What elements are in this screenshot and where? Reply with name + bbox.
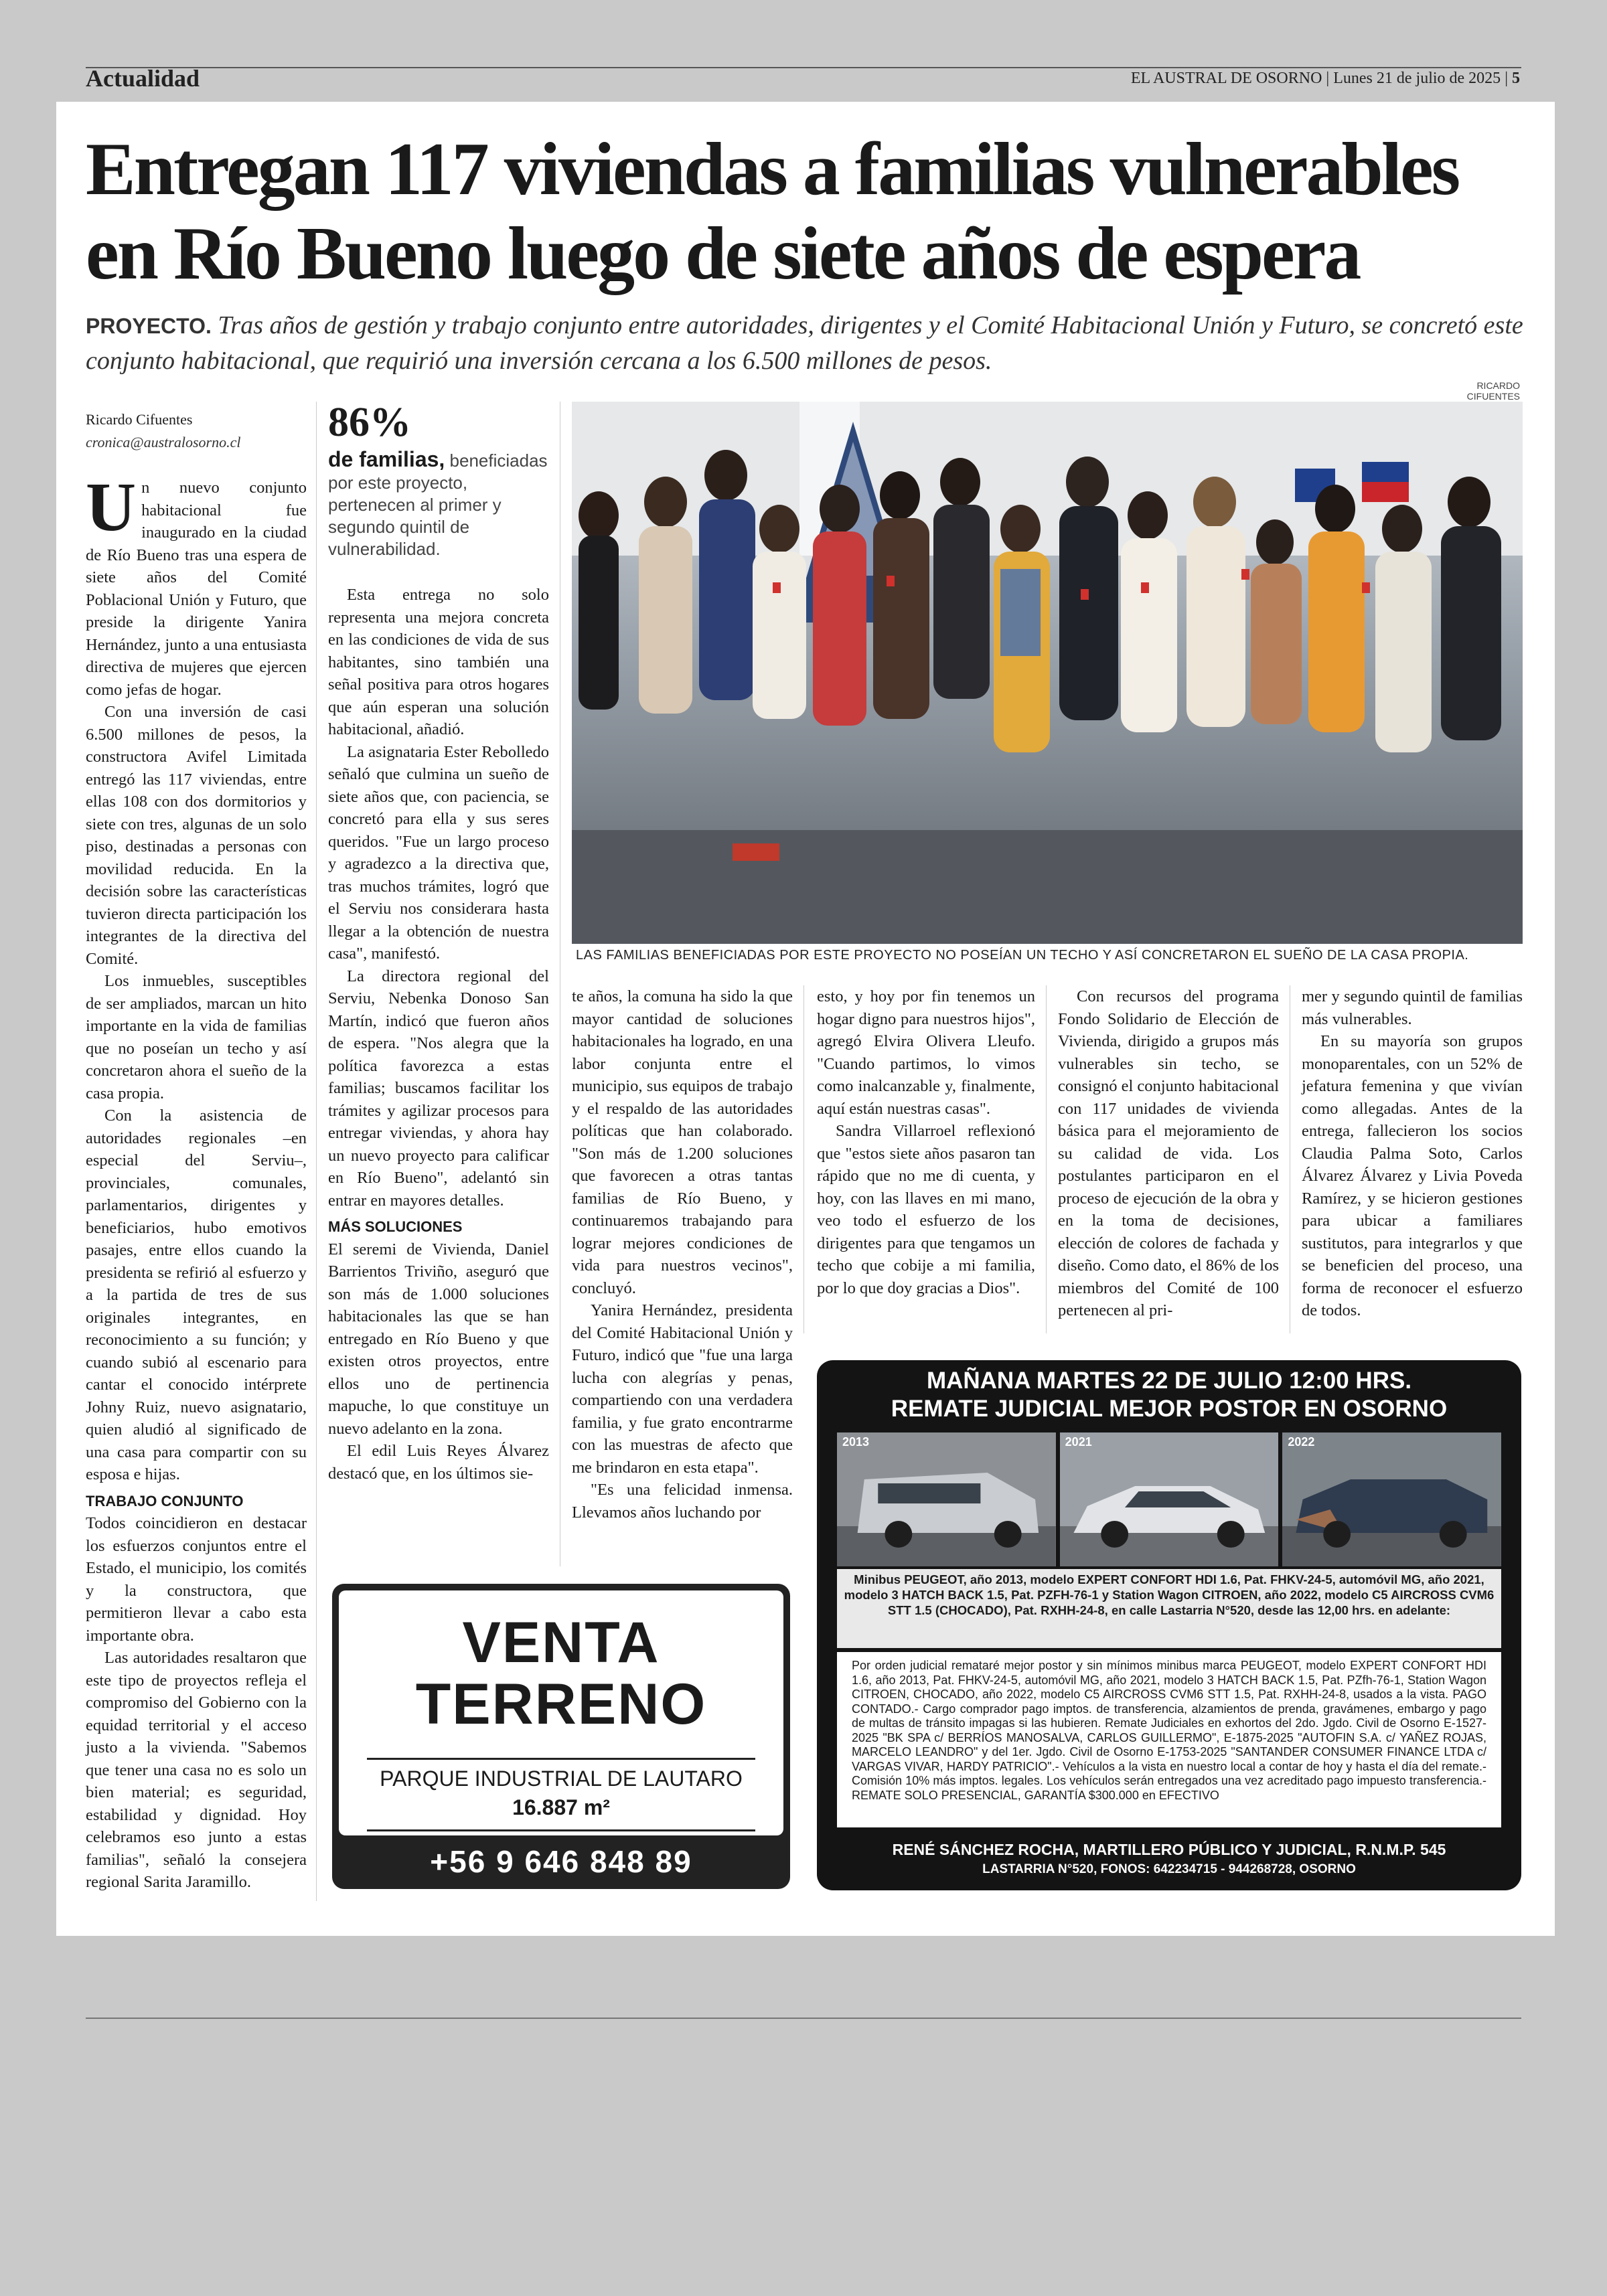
author-name: Ricardo Cifuentes bbox=[86, 411, 193, 428]
footer-rule bbox=[86, 2018, 1521, 2019]
article-column-3 bbox=[572, 985, 793, 1524]
ad-title-line: VENTA bbox=[462, 1611, 660, 1675]
newspaper-header: EL AUSTRAL DE OSORNO | Lunes 21 de julio de 2025 | 5 bbox=[1130, 70, 1520, 87]
paragraph: El edil Luis Reyes Álvarez destacó que, en los últimos sie- bbox=[328, 1442, 549, 1483]
paragraph: Yanira Hernández, presidenta del Comité Habitacional Unión y Futuro, indicó que "fue una larga lucha con alegrías y penas, compartiendo con una verdadera familia, y fue grato encontrarme con las muestras de afecto que me brindaron en esta etapa". bbox=[572, 1301, 793, 1477]
paragraph: Con la asistencia de autoridades regionales –en especial del Serviu–, provinciales, comunales, parlamentarios, dirigentes y beneficiarios, hubo emotivos pasajes, entre ellos cuando la presidenta se refirió al esfuerzo y a la partida de tres de sus originales integrantes, en reconocimiento a su función; y cuando subió al escenario para cantar el conocido intérprete Johny Ruiz, nuevo asignatario, quien aludió al significado de una casa para compartir con su esposa e hijas. bbox=[86, 1106, 307, 1483]
vehicle-photo-suv bbox=[1282, 1432, 1501, 1566]
paragraph: En su mayoría son grupos monoparentales, con un 52% de jefatura femenina y que vivían como allegadas. Antes de la entrega, fallecieron los socios Claudia Palma Soto, Carlos Álvarez Álvarez y Livia Poveda Ramírez, y se hicieron gestiones para ubicar a familiares sustitutos, para integrarlos y que se beneficien del proceso, una forma de reconocer el esfuerzo de todos. bbox=[1302, 1032, 1523, 1319]
ad-title-line: TERRENO bbox=[415, 1672, 707, 1736]
vehicle-photos bbox=[837, 1432, 1501, 1566]
article-lead bbox=[86, 308, 1532, 378]
minibus-illustration bbox=[837, 1432, 1056, 1566]
photo-caption: LAS FAMILIAS BENEFICIADAS POR ESTE PROYECTO NO POSEÍAN UN TECHO Y ASÍ CONCRETARON EL SUEÑO DE LA CASA PROPIA. bbox=[576, 948, 1469, 963]
advertisement-land-sale[interactable] bbox=[332, 1584, 790, 1889]
article-headline: Entregan 117 viviendas a familias vulnerables en Río Bueno luego de siete años de espera bbox=[86, 128, 1459, 295]
paragraph: Todos coincidieron en destacar los esfuerzos conjuntos entre el Estado, el municipio, los comités y la constructora, que permitieron llevar a cabo esta importante obra. bbox=[86, 1514, 307, 1645]
column-divider bbox=[316, 402, 317, 1901]
paragraph: La directora regional del Serviu, Nebenka Donoso San Martín, indicó que fueron años de espera. "Nos alegra que la política favorezca a estas familias; buscamos facilitar los trámites y agilizar procesos para entregar viviendas, y ahora hay un nuevo proyecto para calificar en Río Bueno", adelantó sin entrar en mayores detalles. bbox=[328, 967, 549, 1210]
ad-panel bbox=[339, 1590, 783, 1835]
photo-credit: RICARDO CIFUENTES bbox=[1466, 380, 1520, 402]
article-photo bbox=[572, 402, 1523, 944]
auctioneer-address: LASTARRIA N°520, FONOS: 642234715 - 944268728, OSORNO bbox=[982, 1862, 1356, 1876]
paragraph: Los inmuebles, susceptibles de ser ampliados, marcan un hito importante en la vida de familias que no poseían un techo y así concretaron ahora el sueño de la casa propia. bbox=[86, 972, 307, 1102]
ad-phone-number[interactable]: +56 9 646 848 89 bbox=[430, 1844, 692, 1879]
auction-title bbox=[817, 1367, 1521, 1423]
article-column-5 bbox=[1058, 985, 1279, 1322]
article-column-6 bbox=[1302, 985, 1523, 1322]
paragraph: te años, la comuna ha sido la que mayor cantidad de soluciones habitacionales ha logrado, en una labor conjunta entre el municipio, sus equipos de trabajo y el respaldo de las autoridades políticas que han colaborado. "Son más de 1.200 soluciones que favorecen a otras tantas familias de Río Bueno, y continuaremos trabajando para lograr mejores condiciones de vida para nuestros vecinos", concluyó. bbox=[572, 987, 793, 1297]
ad-area: 16.887 m² bbox=[367, 1795, 755, 1831]
vehicle-year: 2022 bbox=[1288, 1435, 1315, 1449]
paragraph: esto, y hoy por fin tenemos un hogar digno para nuestros hijos", agregó Elvira Olivera Lleufo. "Cuando partimos, lo vimos como inalcanzable y, finalmente, aquí están nuestras casas". bbox=[817, 987, 1035, 1118]
article-column-2 bbox=[328, 584, 549, 1485]
subheading: MÁS SOLUCIONES bbox=[328, 1218, 463, 1235]
auction-description: Minibus PEUGEOT, año 2013, modelo EXPERT CONFORT HDI 1.6, Pat. FHKV-24-5, automóvil MG, año 2021, modelo 3 HATCH BACK 1.5, Pat. PZFH-76-1 y Station Wagon CITROEN, año 2022, modelo C5 AIRCROSS CVM6 STT 1.5 (CHOCADO), Pat. RXHH-24-8, en calle Lastarria N°520, desde las 12,00 hrs. en adelante: bbox=[837, 1569, 1501, 1648]
author-email: cronica@australosorno.cl bbox=[86, 434, 241, 450]
suv-illustration bbox=[1282, 1432, 1501, 1566]
ad-location: PARQUE INDUSTRIAL DE LAUTARO bbox=[367, 1758, 755, 1791]
article-column-1 bbox=[86, 469, 307, 1894]
hatchback-illustration bbox=[1060, 1432, 1279, 1566]
stat-number: 86% bbox=[328, 400, 411, 445]
stat-description: beneficiadas por este proyecto, pertenecen al primer y segundo quintil de vulnerabilidad. bbox=[328, 450, 548, 559]
ad-title bbox=[339, 1612, 783, 1735]
section-name: Actualidad bbox=[86, 65, 200, 92]
newspaper-name: EL AUSTRAL DE OSORNO bbox=[1130, 70, 1322, 87]
paragraph: Las autoridades resaltaron que este tipo de proyectos refleja el compromiso del Gobierno con la equidad territorial y el acceso justo a la vivienda. "Sabemos que tener una casa no es solo un bien material; es seguridad, estabilidad y dignidad. Hoy celebramos eso junto a estas familias", señaló la consejera regional Sarita Jaramillo. bbox=[86, 1649, 307, 1891]
advertisement-auction[interactable] bbox=[817, 1360, 1521, 1890]
subheading: TRABAJO CONJUNTO bbox=[86, 1492, 244, 1509]
header-rule bbox=[86, 67, 1521, 68]
vehicle-photo-minibus bbox=[837, 1432, 1056, 1566]
lead-kicker: PROYECTO. bbox=[86, 314, 212, 338]
paragraph: El seremi de Vivienda, Daniel Barrientos Triviño, aseguró que son más de 1.000 soluciones habitacionales las que se han entregado en Río Bueno y que existen otros proyectos, entre ellos uno de pertinencia mapuche, lo que constituye un nuevo adelanto en la zona. bbox=[328, 1240, 549, 1438]
column-divider bbox=[1046, 985, 1047, 1333]
byline bbox=[86, 408, 307, 454]
article-column-4 bbox=[817, 985, 1035, 1299]
vehicle-photo-hatchback bbox=[1060, 1432, 1279, 1566]
stat-bold: de familias, bbox=[328, 447, 445, 471]
paragraph: Con una inversión de casi 6.500 millones de pesos, la constructora Avifel Limitada entregó las 117 viviendas, entre ellas 108 con dos dormitorios y siete con tres, algunas de un solo piso, destinadas a personas con movilidad reducida. En la decisión sobre las características tuvieron directa participación los integrantes de la directiva del Comité. bbox=[86, 703, 307, 968]
group-photo-illustration bbox=[572, 402, 1523, 944]
issue-date: Lunes 21 de julio de 2025 bbox=[1333, 70, 1501, 87]
page-number: 5 bbox=[1512, 70, 1520, 87]
lead-text: Tras años de gestión y trabajo conjunto entre autoridades, dirigentes y el Comité Habitacional Unión y Futuro, se concretó este conjunto habitacional, que requirió una inversión cercana a los 6.500 millones de pesos. bbox=[86, 311, 1523, 375]
auction-legal-text: Por orden judicial remataré mejor postor y sin mínimos minibus marca PEUGEOT, modelo EXPERT CONFORT HDI 1.6, año 2013, Pat. FHKV-24-5, automóvil MG, año 2021, modelo 3 HATCH BACK 1.5, Pat. PZfh-76-1, Station Wagon CITROEN, CHOCADO, año 2022, modelo C5 AIRCROSS CVM6 STT 1.5, Pat. RXHH-24-8, usados a la vista. PAGO CONTADO.- Cargo comprador pago imptos. de transferencia, alzamientos de prenda, gravámenes, embargo y pago de multas de tránsito impagas si las hubieren. Remate Judiciales en exhortos del 2do. Jgdo. Civil de Osorno E-1527-2025 "BK SPA c/ BERRÍOS MANOSALVA, CARLOS GUILLERMO", E-1875-2025 "AUTOFIN S.A. c/ YAÑEZ ROJAS, MARCELO LEANDRO" y del 1er. Jgdo. Civil de Osorno E-1753-2025 "SANTANDER CONSUMER FINANCE LTDA c/ VARGAS VIVAR, HARDY PATRICIO".- Vehículos a la vista en nuestro local a contar de hoy y hasta el día del remate.- Comisión 10% más imptos. legales. Los vehículos serán entregados una vez acreditado pago impuesto transferencia.- REMATE SOLO PRESENCIAL, GARANTÍA $300.000 en EFECTIVO bbox=[837, 1652, 1501, 1827]
vehicle-year: 2021 bbox=[1065, 1435, 1092, 1449]
auction-type-line: REMATE JUDICIAL MEJOR POSTOR EN OSORNO bbox=[891, 1396, 1448, 1422]
paragraph: "Es una felicidad inmensa. Llevamos años luchando por bbox=[572, 1481, 793, 1522]
auction-date-line: MAÑANA MARTES 22 DE JULIO 12:00 HRS. bbox=[926, 1368, 1412, 1394]
auctioneer-info bbox=[817, 1839, 1521, 1880]
stat-text bbox=[328, 448, 549, 560]
paragraph: mer y segundo quintil de familias más vulnerables. bbox=[1302, 987, 1523, 1028]
paragraph: Con recursos del programa Fondo Solidario de Elección de Vivienda, dirigido a grupos más vulnerables sin techo, se consignó el conjunto habitacional con 117 unidades de vivienda básica para el mejoramiento de su calidad de vida. Los postulantes participaron en el proceso de ejecución de la obra y en la toma de decisiones, elección de colores de fachada y diseño. Como dato, el 86% de los miembros del Comité de 100 pertenecen al pri- bbox=[1058, 987, 1279, 1319]
paragraph: Esta entrega no solo representa una mejora concreta en las condiciones de vida de sus habitantes, sino también una señal positiva para otros hogares que aún esperan una solución habitacional, añadió. bbox=[328, 586, 549, 738]
paragraph: n nuevo conjunto habitacional fue inaugurado en la ciudad de Río Bueno tras una espera de siete años del Comité Poblacional Unión y Futuro, que preside la dirigente Yanira Hernández, junto a una entusiasta directiva de mujeres que ejercen como jefas de hogar. bbox=[86, 479, 307, 699]
auctioneer-name: RENÉ SÁNCHEZ ROCHA, MARTILLERO PÚBLICO Y JUDICIAL, R.N.M.P. 545 bbox=[892, 1841, 1446, 1858]
paragraph: La asignataria Ester Rebolledo señaló que culmina un sueño de siete años que, con paciencia, se concretó para ella y sus seres queridos. "Fue un largo proceso y agradezco a la directiva que, tras muchos trámites, logró que el Serviu nos considerara hasta llegar a la obtención de nuestra casa", manifestó. bbox=[328, 742, 549, 963]
paragraph: Sandra Villarroel reflexionó que "estos siete años pasaron tan rápido que no me di cuenta, y hoy, con las llaves en mi mano, veo todo el esfuerzo de los dirigentes para que tengamos un techo que cobije a mi familia, por lo que doy gracias a Dios". bbox=[817, 1122, 1035, 1297]
vehicle-year: 2013 bbox=[842, 1435, 870, 1449]
drop-cap: U bbox=[86, 469, 137, 546]
